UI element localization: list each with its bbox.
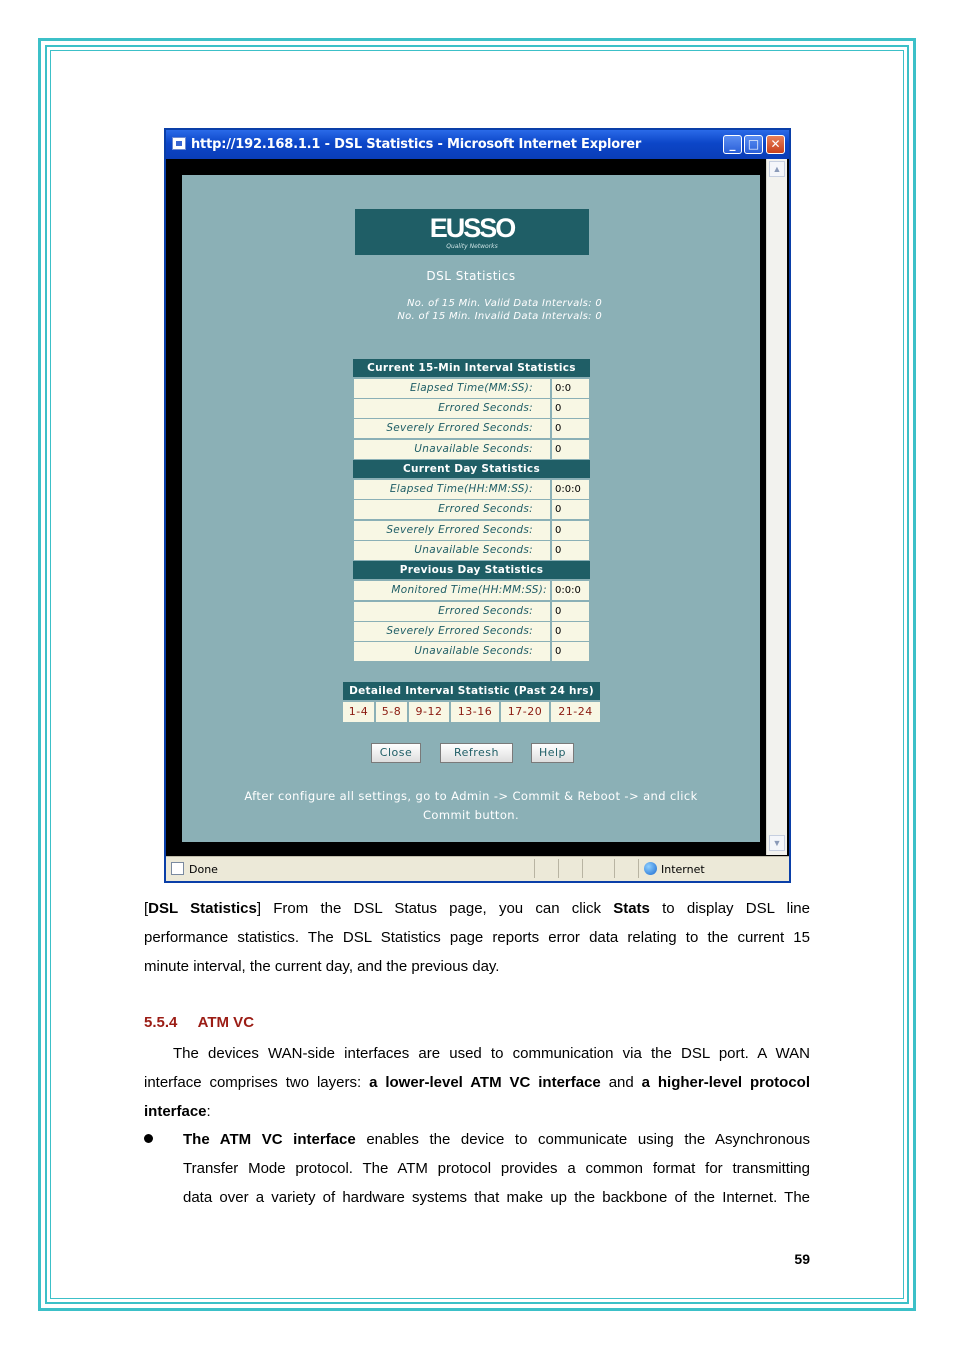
stat-label: Errored Seconds:	[354, 602, 550, 621]
paragraph-line: data over a variety of hardware systems that make up the backbone of the Internet. The	[183, 1189, 810, 1206]
stat-value: 0:0:0	[552, 581, 589, 600]
stat-row	[353, 602, 590, 621]
status-divider	[558, 859, 559, 878]
stat-label: Severely Errored Seconds:	[354, 419, 550, 438]
page-done-icon	[171, 862, 184, 875]
detailed-interval-header: Detailed Interval Statistic (Past 24 hrs)	[343, 682, 600, 700]
invalid-intervals-text: No. of 15 Min. Invalid Data Intervals: 0	[397, 311, 602, 322]
security-zone-text: Internet	[661, 863, 705, 876]
valid-intervals-text: No. of 15 Min. Valid Data Intervals: 0	[406, 298, 602, 309]
stat-value: 0	[552, 440, 589, 459]
interval-link-13-16[interactable]: 13-16	[451, 702, 499, 722]
text-run: [	[144, 900, 149, 917]
stat-label: Errored Seconds:	[354, 399, 550, 418]
interval-link-9-12[interactable]: 9-12	[409, 702, 449, 722]
stat-value: 0:0	[552, 379, 589, 398]
bullet-atm-vc	[183, 1125, 810, 1212]
text-run: :	[206, 1103, 211, 1120]
eusso-logo	[355, 209, 589, 255]
bold-term-atm-vc: a lower-level ATM VC interface	[369, 1074, 601, 1091]
close-icon[interactable]: ✕	[766, 135, 785, 154]
page-title: DSL Statistics	[426, 269, 516, 283]
stat-row	[353, 419, 590, 438]
stat-row	[353, 399, 590, 418]
dsl-statistics-page	[182, 175, 760, 842]
logo-tagline: Quality Networks	[446, 243, 498, 250]
stat-value: 0	[552, 419, 589, 438]
section-header-previous-day: Previous Day Statistics	[353, 561, 590, 579]
bold-term-atm-vc-interface: The ATM VC interface	[183, 1131, 356, 1148]
stat-label: Unavailable Seconds:	[354, 440, 550, 459]
paragraph-wan-interfaces	[144, 1039, 810, 1126]
stat-row	[353, 642, 590, 661]
bold-term-stats: Stats	[613, 900, 650, 917]
text-run: ] From the DSL Status page, you can click	[256, 900, 614, 917]
bold-term-interface: interface	[144, 1103, 207, 1120]
paragraph-line: The devices WAN-side interfaces are used to communication via the DSL port. A WAN	[173, 1045, 810, 1062]
minimize-icon[interactable]: _	[723, 135, 742, 154]
status-divider	[614, 859, 615, 878]
scroll-up-icon[interactable]: ▲	[769, 161, 785, 177]
status-divider	[534, 859, 535, 878]
paragraph-line: minute interval, the current day, and the previous day.	[144, 958, 500, 975]
text-run: to display DSL line	[649, 900, 810, 917]
stat-row	[353, 379, 590, 398]
stat-label: Severely Errored Seconds:	[354, 521, 550, 540]
bold-term-protocol: a higher-level protocol	[641, 1074, 810, 1091]
stat-label: Unavailable Seconds:	[354, 642, 550, 661]
stat-value: 0	[552, 500, 589, 519]
stat-row	[353, 541, 590, 560]
section-header-current-15min: Current 15-Min Interval Statistics	[353, 359, 590, 377]
commit-note-line1: After configure all settings, go to Admin -> Commit & Reboot -> and click	[244, 789, 698, 803]
stat-label: Elapsed Time(HH:MM:SS):	[354, 480, 550, 499]
stat-label: Errored Seconds:	[354, 500, 550, 519]
interval-link-5-8[interactable]: 5-8	[376, 702, 407, 722]
commit-note	[202, 787, 740, 825]
stat-row	[353, 500, 590, 519]
section-header-current-day: Current Day Statistics	[353, 460, 590, 478]
refresh-button[interactable]: Refresh	[440, 743, 513, 763]
status-bar	[166, 856, 789, 881]
help-button[interactable]: Help	[531, 743, 574, 763]
stat-value: 0	[552, 642, 589, 661]
vertical-scrollbar[interactable]	[766, 159, 787, 855]
stat-value: 0	[552, 399, 589, 418]
status-divider	[638, 859, 639, 878]
paragraph-line	[183, 1125, 810, 1154]
paragraph-line	[144, 1068, 810, 1097]
close-button[interactable]: Close	[371, 743, 421, 763]
window-titlebar[interactable]	[166, 130, 789, 159]
stat-label: Severely Errored Seconds:	[354, 622, 550, 641]
stat-row	[353, 581, 590, 600]
ie-page-icon	[172, 137, 186, 150]
browser-viewport	[168, 159, 764, 855]
interval-link-17-20[interactable]: 17-20	[501, 702, 549, 722]
paragraph-line: performance statistics. The DSL Statistics page reports error data relating to the current 15	[144, 929, 810, 946]
window-title: http://192.168.1.1 - DSL Statistics - Microsoft Internet Explorer	[191, 137, 642, 152]
stat-label: Elapsed Time(MM:SS):	[354, 379, 550, 398]
stat-value: 0	[552, 521, 589, 540]
stat-row	[353, 521, 590, 540]
stat-value: 0	[552, 602, 589, 621]
browser-window	[164, 128, 791, 883]
stat-value: 0:0:0	[552, 480, 589, 499]
paragraph-line	[144, 1097, 810, 1126]
maximize-icon[interactable]: □	[744, 135, 763, 154]
paragraph-dsl-statistics	[144, 894, 810, 981]
stat-row	[353, 622, 590, 641]
text-run: enables the device to communicate using the Asynchronous	[355, 1131, 811, 1148]
interval-link-1-4[interactable]: 1-4	[343, 702, 374, 722]
status-divider	[582, 859, 583, 878]
stat-value: 0	[552, 541, 589, 560]
stat-label: Monitored Time(HH:MM:SS):	[354, 581, 550, 600]
paragraph-line: Transfer Mode protocol. The ATM protocol provides a common format for transmitting	[183, 1160, 810, 1177]
scroll-down-icon[interactable]: ▼	[769, 835, 785, 851]
stat-row	[353, 440, 590, 459]
stat-label: Unavailable Seconds:	[354, 541, 550, 560]
page-number: 59	[794, 1251, 810, 1267]
commit-note-line2: Commit button.	[422, 808, 520, 822]
logo-text: EUSSO	[429, 213, 515, 243]
section-heading: 5.5.4 ATM VC	[144, 1014, 255, 1031]
interval-link-21-24[interactable]: 21-24	[551, 702, 600, 722]
stat-row	[353, 480, 590, 499]
status-text: Done	[189, 863, 218, 876]
text-run: and	[600, 1074, 642, 1091]
paragraph-line	[144, 894, 810, 923]
text-run: interface comprises two layers:	[144, 1074, 370, 1091]
internet-globe-icon	[644, 862, 657, 875]
bold-term-dsl-statistics: DSL Statistics	[148, 900, 257, 917]
bullet-icon	[144, 1134, 153, 1143]
stat-value: 0	[552, 622, 589, 641]
